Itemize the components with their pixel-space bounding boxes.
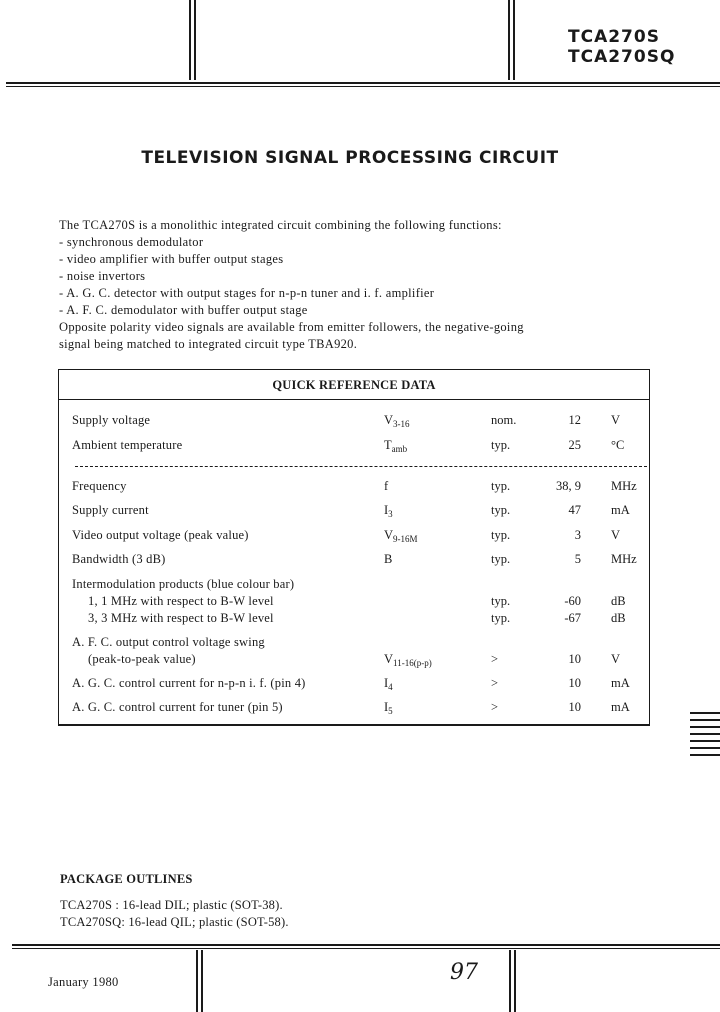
header-rule-right [508,0,510,80]
part-number-primary: TCA270S [568,27,660,47]
table-row [58,503,648,521]
row-parameter: 1, 1 MHz with respect to B-W level [88,594,274,608]
row-symbol [384,700,393,716]
header-rule-left [189,0,191,80]
row-parameter: A. G. C. control current for tuner (pin 5) [72,700,283,714]
row-symbol-subscript: 3-16 [393,419,410,429]
footer-rule-right-2 [514,950,516,1012]
row-unit: MHz [611,479,637,493]
row-unit: dB [611,611,626,625]
header-underline-2 [6,86,720,87]
edge-mark [690,740,720,742]
footer-date: January 1980 [48,975,119,989]
row-symbol-main: T [384,438,392,452]
row-value: 3 [574,528,581,542]
row-symbol-subscript: amb [391,444,408,454]
edge-mark [690,733,720,735]
page-title [0,148,720,168]
row-condition: typ. [491,479,511,493]
row-parameter: Bandwidth (3 dB) [72,552,166,566]
row-parameter: Ambient temperature [72,438,183,452]
header-rule-left-2 [194,0,196,80]
row-symbol-main: V [384,528,394,542]
row-value: 10 [568,700,581,714]
row-condition: > [491,676,499,690]
row-value: 47 [568,503,581,517]
row-symbol-subscript: 5 [388,706,393,716]
edge-mark [690,719,720,721]
row-symbol-main: I [384,700,389,714]
row-value: 25 [568,438,581,452]
row-unit: dB [611,594,626,608]
package-line: TCA270SQ: 16-lead QIL; plastic (SOT-58). [60,915,289,929]
row-symbol-main: f [384,479,389,493]
intro-line: - synchronous demodulator [59,235,204,249]
row-unit: V [611,413,621,427]
row-unit: mA [611,503,630,517]
intro-line: Opposite polarity video signals are available from emitter followers, the negative-going [59,320,524,334]
edge-mark [690,754,720,756]
row-condition: > [491,700,499,714]
edge-mark [690,712,720,714]
table-row [58,413,648,431]
table-row [58,611,648,629]
row-parameter: Intermodulation products (blue colour bar) [72,577,295,591]
row-symbol-subscript: 11-16(p-p) [393,658,432,668]
row-symbol-main: V [384,652,394,666]
row-unit: MHz [611,552,637,566]
row-symbol [384,652,432,668]
row-parameter: 3, 3 MHz with respect to B-W level [88,611,274,625]
intro-line: - noise invertors [59,269,146,283]
footer-rule-left [196,950,198,1012]
table-row [58,700,648,718]
footer-rule-right [509,950,511,1012]
header-underline [6,82,720,84]
row-symbol-main: I [384,503,389,517]
row-unit: °C [611,438,625,452]
footer-rule-2 [12,948,720,949]
row-symbol [384,438,407,454]
row-unit: V [611,652,621,666]
row-condition: typ. [491,611,511,625]
row-symbol [384,479,388,495]
table-row [58,635,648,653]
table-row [58,652,648,670]
row-value: -67 [564,611,581,625]
package-line: TCA270S : 16-lead DIL; plastic (SOT-38). [60,898,283,912]
table-row [58,479,648,497]
row-parameter: Supply current [72,503,149,517]
row-symbol [384,676,393,692]
intro-line: signal being matched to integrated circuit type TBA920. [59,337,358,351]
table-row [58,552,648,570]
table-divider [75,466,647,467]
row-condition: typ. [491,594,511,608]
row-symbol [384,528,418,544]
table-row [58,676,648,694]
row-condition: typ. [491,528,511,542]
row-value: -60 [564,594,581,608]
table-row [58,438,648,456]
row-symbol [384,552,392,568]
row-value: 5 [574,552,581,566]
row-parameter: Frequency [72,479,127,493]
row-parameter: Video output voltage (peak value) [72,528,249,542]
row-parameter: A. F. C. output control voltage swing [72,635,265,649]
row-condition: typ. [491,438,511,452]
row-symbol [384,503,393,519]
row-symbol-main: V [384,413,394,427]
part-number-secondary: TCA270SQ [568,47,676,67]
intro-paragraph [59,217,659,353]
table-row [58,577,648,595]
row-condition: typ. [491,503,511,517]
row-parameter: A. G. C. control current for n-p-n i. f. (pin 4) [72,676,306,690]
row-value: 38, 9 [556,479,581,493]
footer-rule-left-2 [201,950,203,1012]
quick-reference-heading: QUICK REFERENCE DATA [59,370,649,400]
table-row [58,594,648,612]
row-unit: mA [611,676,630,690]
row-symbol-subscript: 9-16M [393,534,418,544]
row-parameter: Supply voltage [72,413,151,427]
page-number: 97 [450,960,478,985]
row-symbol-subscript: 3 [388,509,393,519]
footer-rule [12,944,720,946]
row-symbol-main: B [384,552,393,566]
intro-line: - A. F. C. demodulator with buffer output stage [59,303,308,317]
row-symbol [384,413,410,429]
page-title-text: TELEVISION SIGNAL PROCESSING CIRCUIT [141,148,559,168]
row-symbol-subscript: 4 [388,682,393,692]
row-value: 10 [568,676,581,690]
row-unit: V [611,528,621,542]
intro-line: - A. G. C. detector with output stages for n-p-n tuner and i. f. amplifier [59,286,435,300]
table-row [58,528,648,546]
edge-mark [690,726,720,728]
edge-mark [690,747,720,749]
row-condition: > [491,652,499,666]
row-symbol-main: I [384,676,389,690]
row-unit: mA [611,700,630,714]
intro-line: The TCA270S is a monolithic integrated circuit combining the following functions: [59,218,502,232]
row-value: 12 [568,413,581,427]
row-value: 10 [568,652,581,666]
row-parameter: (peak-to-peak value) [88,652,196,666]
header-rule-right-2 [513,0,515,80]
row-condition: typ. [491,552,511,566]
intro-line: - video amplifier with buffer output stages [59,252,284,266]
row-condition: nom. [491,413,517,427]
package-outlines-heading: PACKAGE OUTLINES [60,872,193,886]
